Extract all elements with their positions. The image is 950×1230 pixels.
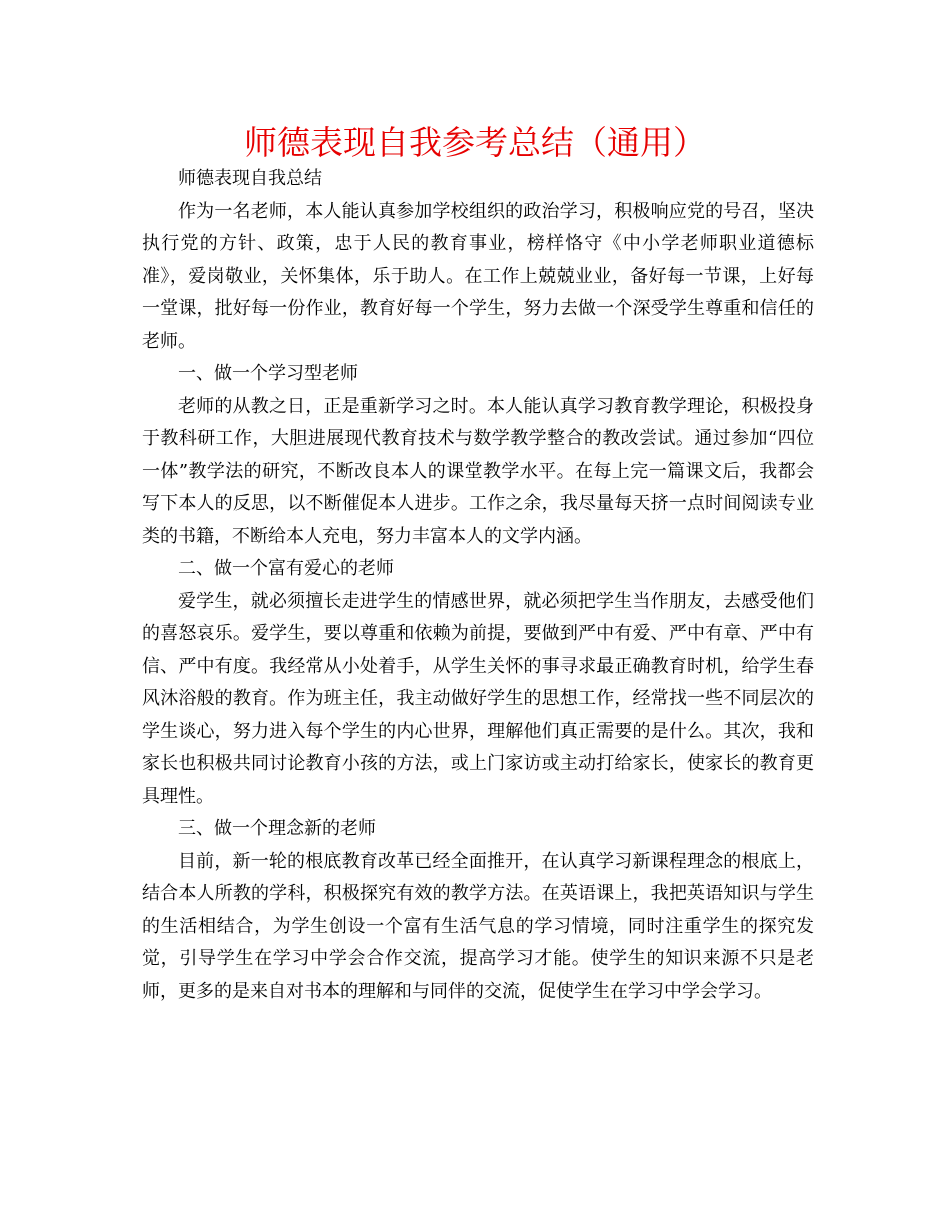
paragraph-section-3: 目前，新一轮的根底教育改革已经全面推开，在认真学习新课程理念的根底上，结合本人所教的学科，积极探究有效的教学方法。在英语课上，我把英语知识与学生的生活相结合，为学生创设一个富有生活气息的学习情境，同时注重学生的探究发觉，引导学生在学习中学会合作交流，提高学习才能。使学生的知识来源不只是老师，更多的是来自对书本的理解和与同伴的交流，促使学生在学习中学会学习。 [142, 850, 814, 1002]
section-heading-3: 三、做一个理念新的老师 [178, 818, 376, 839]
paragraph-intro: 作为一名老师，本人能认真参加学校组织的政治学习，积极响应党的号召，坚决执行党的方针、政策，忠于人民的教育事业，榜样恪守《中小学老师职业道德标准》，爱岗敬业，关怀集体，乐于助人。在工作上兢兢业业，备好每一节课，上好每一堂课，批好每一份作业，教育好每一个学生，努力去做一个深受学生尊重和信任的老师。 [142, 200, 814, 352]
section-heading-2: 二、做一个富有爱心的老师 [178, 558, 394, 579]
paragraph-section-2: 爱学生，就必须擅长走进学生的情感世界，就必须把学生当作朋友，去感受他们的喜怒哀乐。爱学生，要以尊重和依赖为前提，要做到严中有爱、严中有章、严中有信、严中有度。我经常从小处着手，从学生关怀的事寻求最正确教育时机，给学生春风沐浴般的教育。作为班主任，我主动做好学生的思想工作，经常找一些不同层次的学生谈心，努力进入每个学生的内心世界，理解他们真正需要的是什么。其次，我和家长也积极共同讨论教育小孩的方法，或上门家访或主动打给家长，使家长的教育更具理性。 [142, 590, 814, 807]
document-body [142, 163, 814, 1008]
document-title: 师德表现自我参考总结（通用） [244, 123, 706, 162]
paragraph-subtitle: 师德表现自我总结 [178, 168, 322, 189]
paragraph-section-1: 老师的从教之日，正是重新学习之时。本人能认真学习教育教学理论，积极投身于教科研工作，大胆进展现代教育技术与数学教学整合的教改尝试。通过参加“四位一体”教学法的研究，不断改良本人的课堂教学水平。在每上完一篇课文后，我都会写下本人的反思，以不断催促本人进步。工作之余，我尽量每天挤一点时间阅读专业类的书籍，不断给本人充电，努力丰富本人的文学内涵。 [142, 395, 814, 547]
section-heading-1: 一、做一个学习型老师 [178, 363, 358, 384]
